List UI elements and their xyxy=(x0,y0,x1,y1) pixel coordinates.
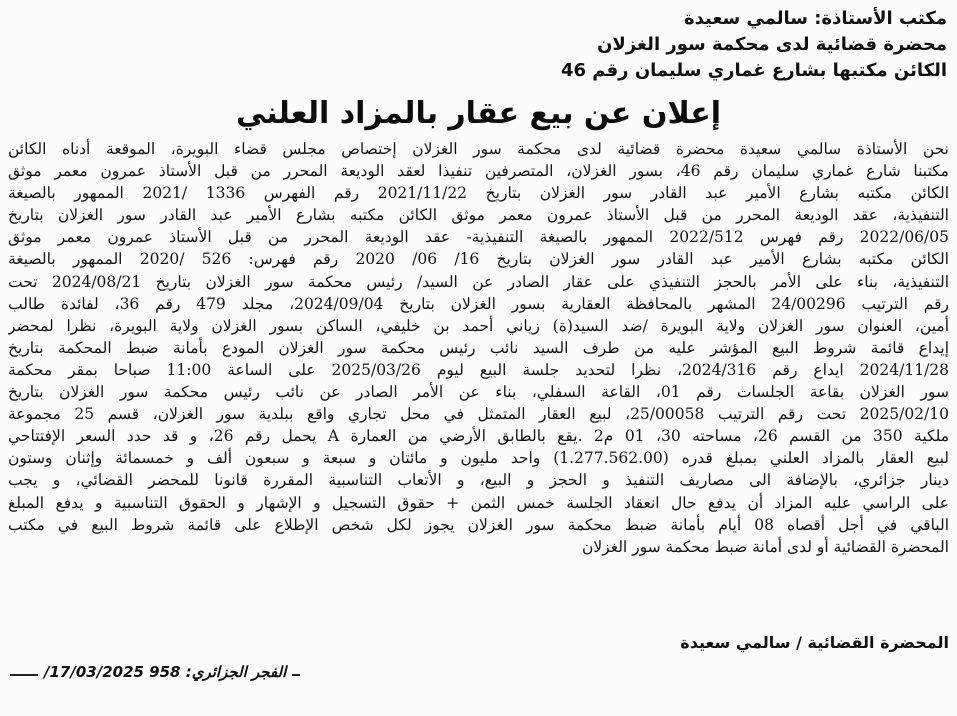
body-line: نحن الأستاذة سالمي سعيدة محضرة قضائية لدى محكمة سور الغزلان إختصاص مجلس قضاء البويرة، الموقعة أدناه الكائن xyxy=(8,140,949,158)
body-line: الكائن مكتبه بشارع الأمير عبد القادر سور الغزلان بتاريخ 16/ 06/ 2020 رقم فهرس: 526 /2020 الممهور بالصيغة xyxy=(8,250,949,269)
publication-date: 17/03/2025/ xyxy=(44,663,144,681)
notice-title: إعلان عن بيع عقار بالمزاد العلني xyxy=(235,96,722,131)
body-line: إيداع قائمة شروط البيع المؤشر عليه من طرف السيد نائب رئيس محكمة سور الغزلان المودع بأمانة ضبط المحكمة بتاريخ xyxy=(8,338,949,357)
publication-footer xyxy=(38,661,292,683)
body-line: مكتبنا شارع غماري سليمان رقم 46، بسور الغزلان، المتصرفين تنفيذا لعقد الوديعة المحرر من قبل الأستاذ عمرون معمر موثق xyxy=(8,162,949,181)
body-line: التنفيذية، بناء على الأمر بالحجز التنفيذي على عقار الصادر عن السيد/ رئيس محكمة سور الغزلان بتاريخ 2024/08/21 تحت xyxy=(8,272,949,291)
signature-line: المحضرة القضائية / سالمي سعيدة xyxy=(680,633,949,652)
bailiff-office-name: مكتب الأستاذة: سالمي سعيدة xyxy=(684,8,947,29)
body-line: 2022/06/05 رقم فهرس 2022/512 الممهور بالصيغة التنفيذية- عقد الوديعة المحرر من قبل الأستاذ عمرون معمر موثق xyxy=(8,228,949,247)
body-line: أمين، العنوان سور الغزلان ولاية البويرة /ضد السيد(ة) زياني أحمد بن خليفي، الساكن بسور الغزلان ولاية البويرة، نظرا لمحضر xyxy=(8,316,949,335)
body-line: سور الغزلان بقاعة الجلسات رقم 01، القاعة السفلي، بناء عن الأمر الصادر عن نائب رئيس محكمة سور الغزلان بتاريخ xyxy=(8,383,949,402)
body-line: لبيع العقار بالمزاد العلني بمبلغ قدره (1.277.562.00) واحد مليون و مائتان و سبعة و سبعون ألف و خمسمائة وإثنان وستون xyxy=(8,449,949,468)
body-line: دينار جزائري، بالإضافة الى مصاريف التنفيذ و الحجز و البيع، و الأتعاب التناسبية المقررة قانونا للمحضر القضائي، و يجب xyxy=(8,471,949,490)
notice-header xyxy=(387,6,947,84)
newspaper-name: الفجر الجزائري: xyxy=(185,663,287,681)
body-line: التنفيذية، عقد الوديعة المحرر من قبل الأستاذ عمرون معمر موثق الكائن مكتبه بشارع الأمير عبد القادر سور الغزلان بتاريخ xyxy=(8,206,949,225)
bailiff-role: محضرة قضائية لدى محكمة سور الغزلان xyxy=(597,34,947,55)
body-line: الكائن مكتبه بشارع الأمير عبد القادر سور الغزلان بتاريخ 2021/11/22 رقم الفهرس 1336 /2021 الممهور بالصيغة xyxy=(8,184,949,203)
body-line: 2025/02/10 تحت رقم الترتيب 25/00058، لبيع العقار المتمثل في محل تجاري واقع ببلدية سور الغزلان، قسم 25 مجموعة xyxy=(8,405,949,424)
notice-body xyxy=(8,138,949,558)
body-line: 2024/11/28 ايداع رقم 2024/316، نظرا لتحديد جلسة البيع ليوم 2025/03/26 على الساعة 11:00 صباحا بمقر محكمة xyxy=(8,360,949,379)
bailiff-address: الكائن مكتبها بشارع غماري سليمان رقم 46 xyxy=(560,60,947,81)
body-line: على الراسي عليه المزاد أن يدفع حال انعقاد الجلسة خمس الثمن + حقوق التسجيل و الإشهار و الحقوق التناسبية و يدفع المبلغ xyxy=(8,493,949,512)
body-line: رقم الترتيب 24/00296 المشهر بالمحافظة العقارية بسور الغزلان بتاريخ 2024/09/04، مجلد 479 رقم 36، لفائدة طالب xyxy=(8,294,949,313)
body-line: المحضرة القضائية أو لدى أمانة ضبط محكمة سور الغزلان xyxy=(581,537,949,556)
body-line: ملكية 350 من القسم 26، مساحته 30، 01 م2 .يقع بالطابق الأرضي من العمارة A يحمل رقم 26، و قد حدد السعر الإفتتاحي xyxy=(8,427,949,446)
issue-number: 958 xyxy=(149,663,181,681)
body-line: الباقي في أجل أقصاه 08 أيام بأمانة ضبط محكمة سور الغزلان يجوز لكل شخص الإطلاع على قائمة شروط البيع في مكتب xyxy=(8,515,949,534)
